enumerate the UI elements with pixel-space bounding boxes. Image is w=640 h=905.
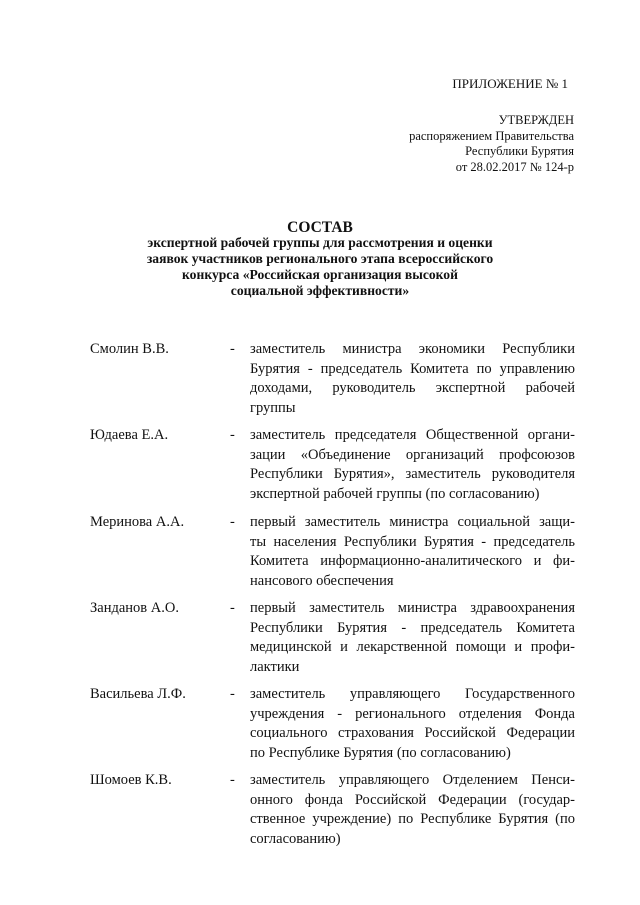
role-line: заместитель председателя Общественной органи- (250, 427, 575, 443)
member-role (250, 513, 575, 591)
member-dash: - (230, 600, 235, 616)
subtitle-line: заявок участников регионального этапа всероссийского (146, 251, 494, 266)
role-line: заместитель министра экономики Республики (250, 341, 575, 357)
role-line: экспертной рабочей группы (по согласованию) (250, 485, 540, 502)
role-line: медицинской и лекарственной помощи и профи- (250, 639, 575, 655)
role-line: ственное учреждение) по Республике Бурятия (по (250, 811, 575, 827)
role-line: учреждения - регионального отделения Фонда (250, 705, 575, 722)
member-name: Занданов А.О. (90, 600, 179, 616)
document-title: СОСТАВ (287, 219, 353, 236)
role-line: заместитель управляющего Отделением Пенси- (250, 772, 575, 788)
subtitle-line: экспертной рабочей группы для рассмотрения и оценки (147, 235, 493, 250)
approval-line: УТВЕРЖДЕН (498, 113, 574, 127)
role-line: группы (250, 399, 296, 416)
role-line: по Республике Бурятия (по согласованию) (250, 744, 511, 761)
member-role (250, 771, 575, 849)
member-dash: - (230, 514, 235, 530)
subtitle-line: конкурса «Российская организация высокой (182, 267, 458, 282)
member-role (250, 599, 575, 677)
member-name: Смолин В.В. (90, 341, 169, 357)
approval-line: Республики Бурятия (465, 144, 574, 158)
role-line: согласованию) (250, 830, 341, 847)
role-line: первый заместитель министра социальной защи- (250, 514, 575, 530)
role-line: Бурятия - председатель Комитета по управлению (250, 360, 575, 377)
role-line: зации «Объединение организаций профсоюзов (250, 446, 575, 463)
member-dash: - (230, 341, 235, 357)
member-dash: - (230, 427, 235, 443)
member-name: Меринова А.А. (90, 514, 185, 530)
role-line: нансового обеспечения (250, 572, 394, 589)
role-line: первый заместитель министра здравоохранения (250, 600, 575, 616)
role-line: лактики (250, 658, 300, 675)
member-name: Шомоев К.В. (90, 772, 172, 788)
member-name: Юдаева Е.А. (90, 427, 169, 443)
role-line: онного фонда Российской Федерации (государ- (250, 791, 575, 808)
member-dash: - (230, 772, 235, 788)
approval-line: распоряжением Правительства (409, 128, 574, 143)
approval-line: от 28.02.2017 № 124-р (455, 159, 574, 174)
role-line: социального страхования Российской Федерации (250, 725, 575, 741)
subtitle-line: социальной эффективности» (230, 283, 410, 298)
member-role (250, 426, 575, 504)
role-line: Республики Бурятия - председатель Комитета (250, 619, 575, 636)
member-role (250, 685, 575, 763)
role-line: Республики Бурятия», заместитель руководителя (250, 466, 575, 482)
role-line: доходами, руководитель экспертной рабочей (250, 380, 575, 396)
role-line: заместитель управляющего Государственного (250, 686, 575, 702)
role-line: ты населения Республики Бурятия - председатель (250, 533, 575, 550)
member-dash: - (230, 686, 235, 702)
member-name: Васильева Л.Ф. (90, 686, 186, 702)
member-role (250, 340, 575, 418)
appendix-label: ПРИЛОЖЕНИЕ № 1 (452, 76, 568, 91)
role-line: Комитета информационно-аналитического и фи- (250, 553, 575, 569)
